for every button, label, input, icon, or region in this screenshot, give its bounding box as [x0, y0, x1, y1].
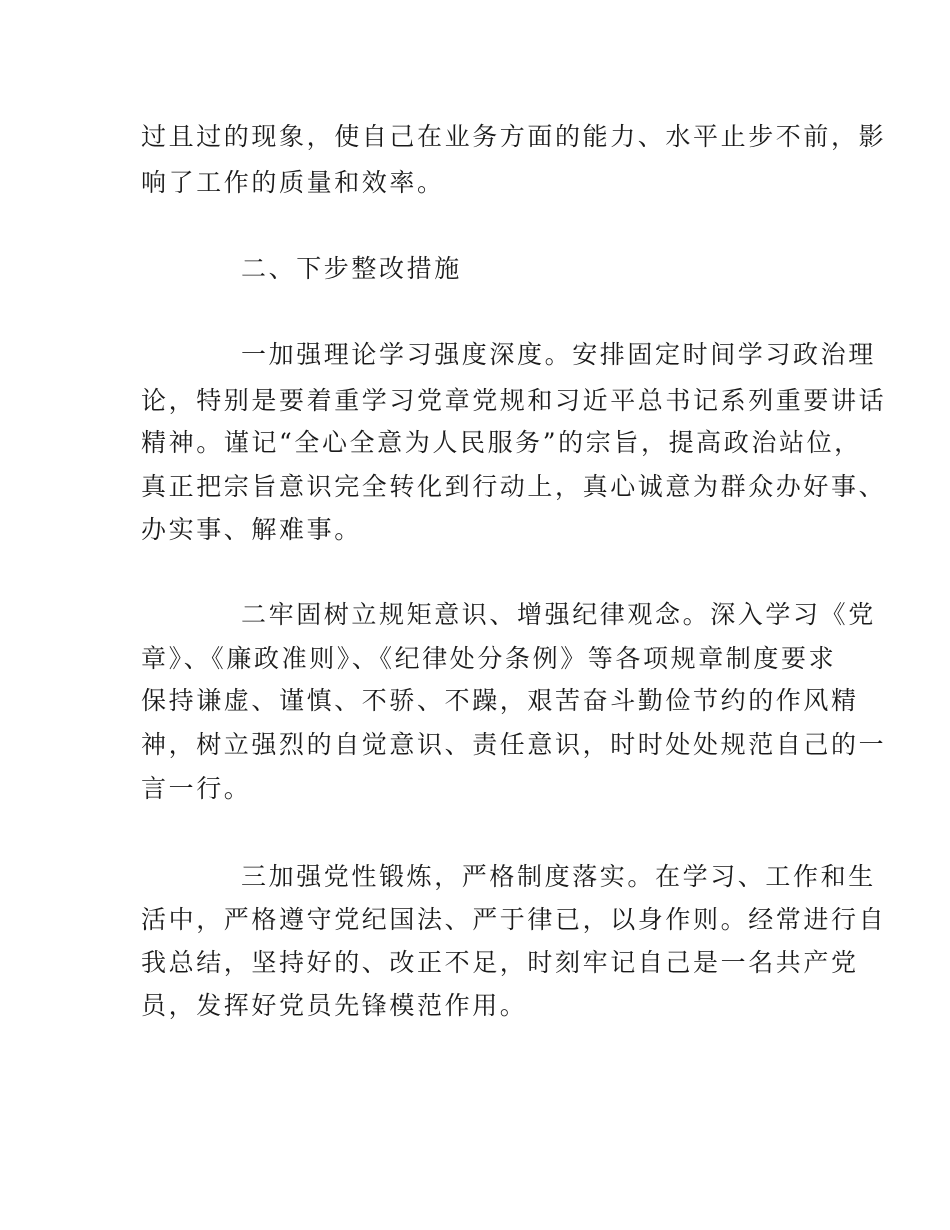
paragraph-line: 我总结，坚持好的、改正不足，时刻牢记自己是一名共产党: [141, 948, 859, 977]
paragraph-line: 响了工作的质量和效率。: [141, 168, 445, 197]
paragraph-line: 论，特别是要着重学习党章党规和习近平总书记系列重要讲话: [141, 386, 887, 415]
paragraph-line: 神，树立强烈的自觉意识、责任意识，时时处处规范自己的一: [141, 730, 887, 759]
paragraph-line: 办实事、解难事。: [141, 515, 362, 544]
paragraph-line: 活中，严格遵守党纪国法、严于律已，以身作则。经常进行自: [141, 905, 887, 934]
section-heading: 二、下步整改措施: [241, 254, 462, 283]
paragraph-line: 过且过的现象，使自己在业务方面的能力、水平止步不前，影: [141, 122, 887, 151]
paragraph-line: 二牢固树立规矩意识、增强纪律观念。深入学习《党: [241, 600, 876, 629]
paragraph-line: 精神。谨记“全心全意为人民服务”的宗旨，提高政治站位，: [141, 428, 862, 457]
paragraph-line: 章》、《廉政准则》、《纪律处分条例》等各项规章制度要求: [141, 644, 837, 673]
paragraph-line: 三加强党性锻炼，严格制度落实。在学习、工作和生: [241, 862, 876, 891]
paragraph-line: 一加强理论学习强度深度。安排固定时间学习政治理: [241, 340, 876, 369]
paragraph-line: 员，发挥好党员先锋模范作用。: [141, 991, 528, 1020]
paragraph-line: 真正把宗旨意识完全转化到行动上，真心诚意为群众办好事、: [141, 472, 887, 501]
paragraph-line: 保持谦虚、谨慎、不骄、不躁，艰苦奋斗勤俭节约的作风精: [141, 686, 859, 715]
paragraph-line: 言一行。: [141, 774, 252, 803]
